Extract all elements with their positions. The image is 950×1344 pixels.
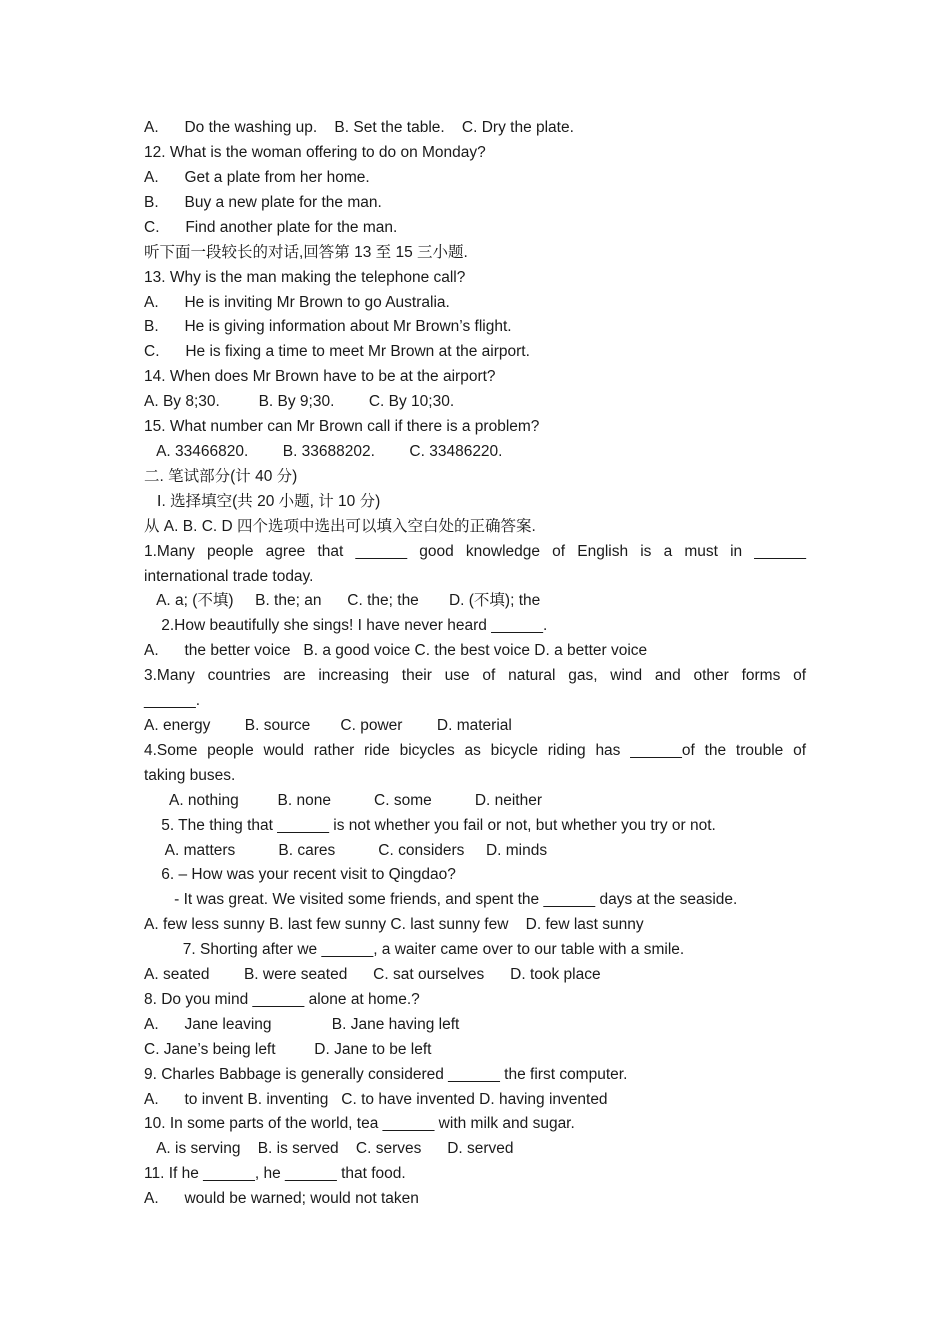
option-line: A. matters B. cares C. considers D. minds xyxy=(144,842,548,859)
question-line: 3.Many countries are increasing their use of natural gas, wind and other forms of xyxy=(144,667,806,684)
question-line: 7. Shorting after we ______, a waiter came over to our table with a smile. xyxy=(144,941,685,958)
subsection-heading: Ⅰ. 选择填空(共 20 小题, 计 10 分) xyxy=(144,493,381,510)
option-line: A. energy B. source C. power D. material xyxy=(144,717,512,734)
option-line: B. Buy a new plate for the man. xyxy=(144,194,382,211)
question-line: 8. Do you mind ______ alone at home.? xyxy=(144,991,420,1008)
question-line: 5. The thing that ______ is not whether you fail or not, but whether you try or not. xyxy=(144,817,716,834)
option-line: A. is serving B. is served C. serves D. served xyxy=(144,1140,514,1157)
option-line: C. He is fixing a time to meet Mr Brown at the airport. xyxy=(144,343,530,360)
question-line: 14. When does Mr Brown have to be at the airport? xyxy=(144,368,496,385)
question-line: 12. What is the woman offering to do on Monday? xyxy=(144,144,486,161)
option-line: B. He is giving information about Mr Brown’s flight. xyxy=(144,318,512,335)
question-line: 13. Why is the man making the telephone call? xyxy=(144,269,466,286)
question-line: 15. What number can Mr Brown call if there is a problem? xyxy=(144,418,540,435)
question-line: 1.Many people agree that ______ good knowledge of English is a must in ______ xyxy=(144,543,806,560)
question-line: 2.How beautifully she sings! I have never heard ______. xyxy=(144,617,548,634)
question-line: 11. If he ______, he ______ that food. xyxy=(144,1165,406,1182)
section-instruction: 听下面一段较长的对话,回答第 13 至 15 三小题. xyxy=(144,244,468,261)
option-line: C. Find another plate for the man. xyxy=(144,219,398,236)
option-line: A. nothing B. none C. some D. neither xyxy=(144,792,543,809)
option-line: A. would be warned; would not taken xyxy=(144,1190,419,1207)
question-line: 6. – How was your recent visit to Qingdao? xyxy=(144,866,456,883)
option-line: A. Get a plate from her home. xyxy=(144,169,370,186)
question-line: 10. In some parts of the world, tea ______ with milk and sugar. xyxy=(144,1115,575,1132)
option-line: A. 33466820. B. 33688202. C. 33486220. xyxy=(144,443,503,460)
question-line: taking buses. xyxy=(144,767,236,784)
option-line: A. a; (不填) B. the; an C. the; the D. (不填); the xyxy=(144,592,541,609)
option-line: A. seated B. were seated C. sat ourselves D. took place xyxy=(144,966,601,983)
option-line: A. few less sunny B. last few sunny C. last sunny few D. few last sunny xyxy=(144,916,644,933)
option-line: A. Do the washing up. B. Set the table. C. Dry the plate. xyxy=(144,119,574,136)
option-line: C. Jane’s being left D. Jane to be left xyxy=(144,1041,432,1058)
option-line: A. He is inviting Mr Brown to go Australia. xyxy=(144,294,450,311)
question-line: 9. Charles Babbage is generally considered ______ the first computer. xyxy=(144,1066,628,1083)
option-line: A. the better voice B. a good voice C. the best voice D. a better voice xyxy=(144,642,648,659)
option-line: A. to invent B. inventing C. to have invented D. having invented xyxy=(144,1091,608,1108)
section-instruction: 从 A. B. C. D 四个选项中选出可以填入空白处的正确答案. xyxy=(144,518,536,535)
question-line: ______. xyxy=(144,692,201,709)
option-line: A. By 8;30. B. By 9;30. C. By 10;30. xyxy=(144,393,455,410)
option-line: A. Jane leaving B. Jane having left xyxy=(144,1016,460,1033)
section-heading: 二. 笔试部分(计 40 分) xyxy=(144,468,298,485)
question-line: 4.Some people would rather ride bicycles as bicycle riding has ______of the trouble of xyxy=(144,742,806,759)
question-line: international trade today. xyxy=(144,568,314,585)
question-line: - It was great. We visited some friends, and spent the ______ days at the seaside. xyxy=(144,891,738,908)
